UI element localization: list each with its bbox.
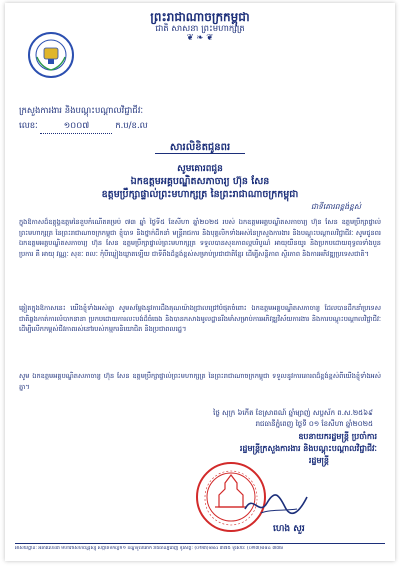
reference-number: ១០០៧	[40, 121, 112, 134]
body-paragraph-3: សូម ឯកឧត្តមអគ្គបណ្ឌិតសភាចារ្យ ហ៊ុន សែន ឧត្តមប្រឹក្សាផ្ទាល់ព្រះមហាក្សត្រ នៃព្រះរាជាណាចក្រកម្ពុជា ទទួលនូវការគោរពដ៏ខ្ពង់ខ្ពស់ពីយើងខ្ញុំទាំងអស់គ្នា។	[19, 372, 381, 391]
signatory-name: ហេង សួរ	[273, 524, 305, 534]
solar-date: រាជធានីភ្នំពេញ ថ្ងៃទី ០១ ខែសីហា ឆ្នាំ២០២៥	[255, 420, 373, 428]
reference-label: លេខៈ	[19, 121, 38, 131]
recipient-honorific: ជាទីគោរពខ្ពង់ខ្ពស់	[311, 202, 361, 211]
footer-address: អាសយដ្ឋាន: អគារលេខ៣ មហាវិថីសហព័ន្ធរុស្ស៊ី សង្កាត់ទឹកល្អក់១ ខណ្ឌទួលគោក រាជធានីភ្នំពេញ ទូរស័ព្ទ: (០២៣)៨៨៤ ៣៧៥ ទូរសារ: (០២៣)៨៨៤ ៣៧៦	[15, 546, 284, 551]
recipient-name: ឯកឧត្តមអគ្គបណ្ឌិតសភាចារ្យ ហ៊ុន សែន	[130, 176, 270, 187]
national-motto: ជាតិ សាសនា ព្រះមហាក្សត្រ	[155, 24, 245, 34]
ministry-name: ក្រសួងការងារ និងបណ្តុះបណ្តាលវិជ្ជាជីវៈ	[19, 106, 144, 116]
handwritten-signature	[241, 489, 311, 519]
ministry-logo	[27, 31, 75, 79]
letter-page	[5, 3, 395, 561]
header-ornament: ❦ ❧ ❦	[186, 33, 214, 43]
signatory-role-1: ឧបនាយករដ្ឋមន្ត្រី ប្រចាំការ	[298, 432, 377, 441]
body-paragraph-1: ក្នុងឱកាសដ៏ឧត្តុង្គឧត្តមនៃខួបកំណើតគម្រប់ ៧៣ ឆ្នាំ ថ្ងៃទី៥ ខែសីហា ឆ្នាំ២០២៥ របស់ ឯកឧត្តមអគ្គបណ្ឌិតសភាចារ្យ ហ៊ុន សែន ឧត្តមប្រឹក្សាផ្ទាល់ព្រះមហាក្សត្រ នៃព្រះរាជាណាចក្រកម្ពុជា ខ្ញុំបាទ និងថ្នាក់ដឹកនាំ មន្ត្រីរាជការ និងបុគ្គលិកទាំងអស់នៃក្រសួងការងារ និងបណ្តុះបណ្តាលវិជ្ជាជីវៈ សូមជូនពរ ឯកឧត្តមអគ្គបណ្ឌិតសភាចារ្យ ហ៊ុន សែន ឧត្តមប្រឹក្សាផ្ទាល់ព្រះមហាក្សត្រ ទទួលបានសុខភាពល្អបរិបូណ៌ អាយុយឺនយូរ និងប្រកបដោយពុទ្ធពរទាំងបួនប្រការ គឺ អាយុ វណ្ណៈ សុខៈ ពលៈ កុំបីឃ្លៀងឃ្លាតឡើយ ជាទីពឹងដ៏ខ្ពង់ខ្ពស់សម្រាប់ប្រជាជាតិខ្មែរ ដើម្បីសន្តិភាព ស្ថិរភាព និងការអភិវឌ្ឍប្រទេសជាតិ។	[19, 218, 381, 258]
signatory-role-3: រដ្ឋមន្ត្រី	[308, 456, 329, 465]
recipient-title: ឧត្តមប្រឹក្សាផ្ទាល់ព្រះមហាក្សត្រ នៃព្រះរាជាណាចក្រកម្ពុជា	[101, 189, 299, 200]
letter-subject: សារលិខិតជូនពរ	[169, 142, 231, 153]
recipient-salutation: សូមគោរពជូន	[177, 164, 223, 174]
lunar-date: ថ្ងៃ សុក្រ ៦កើត ខែស្រាពណ៍ ឆ្នាំម្សាញ់ សប្តស័ក ព.ស.២៥៦៩	[213, 409, 373, 417]
body-paragraph-2: ឆ្លៀតក្នុងឱកាសនេះ យើងខ្ញុំទាំងអស់គ្នា សូមសម្តែងនូវការដឹងគុណយ៉ាងជ្រាលជ្រៅបំផុតចំពោះ ឯកឧត្តមអគ្គបណ្ឌិតសភាចារ្យ ដែលបានដឹកនាំប្រទេសជាតិឆ្លងកាត់ការលំបាកនានា ប្រកបដោយការលះបង់ដ៏ធំធេង និងបានកសាងមូលដ្ឋានរឹងមាំសម្រាប់ការអភិវឌ្ឍវិស័យការងារ និងការបណ្តុះបណ្តាលវិជ្ជាជីវៈ ដើម្បីលើកកម្ពស់ជីវភាពរស់នៅរបស់កម្មករនិយោជិត និងប្រជាពលរដ្ឋ។	[19, 304, 381, 333]
footer-divider	[15, 543, 385, 544]
reference-suffix: ក.ប/ខ.ល	[115, 121, 148, 131]
kingdom-title: ព្រះរាជាណាចក្រកម្ពុជា	[150, 10, 250, 24]
signatory-role-2: រដ្ឋមន្ត្រីក្រសួងការងារ និងបណ្តុះបណ្តាលវិជ្ជាជីវៈ	[239, 444, 377, 453]
reference-line	[19, 121, 148, 134]
subject-divider	[155, 153, 245, 154]
